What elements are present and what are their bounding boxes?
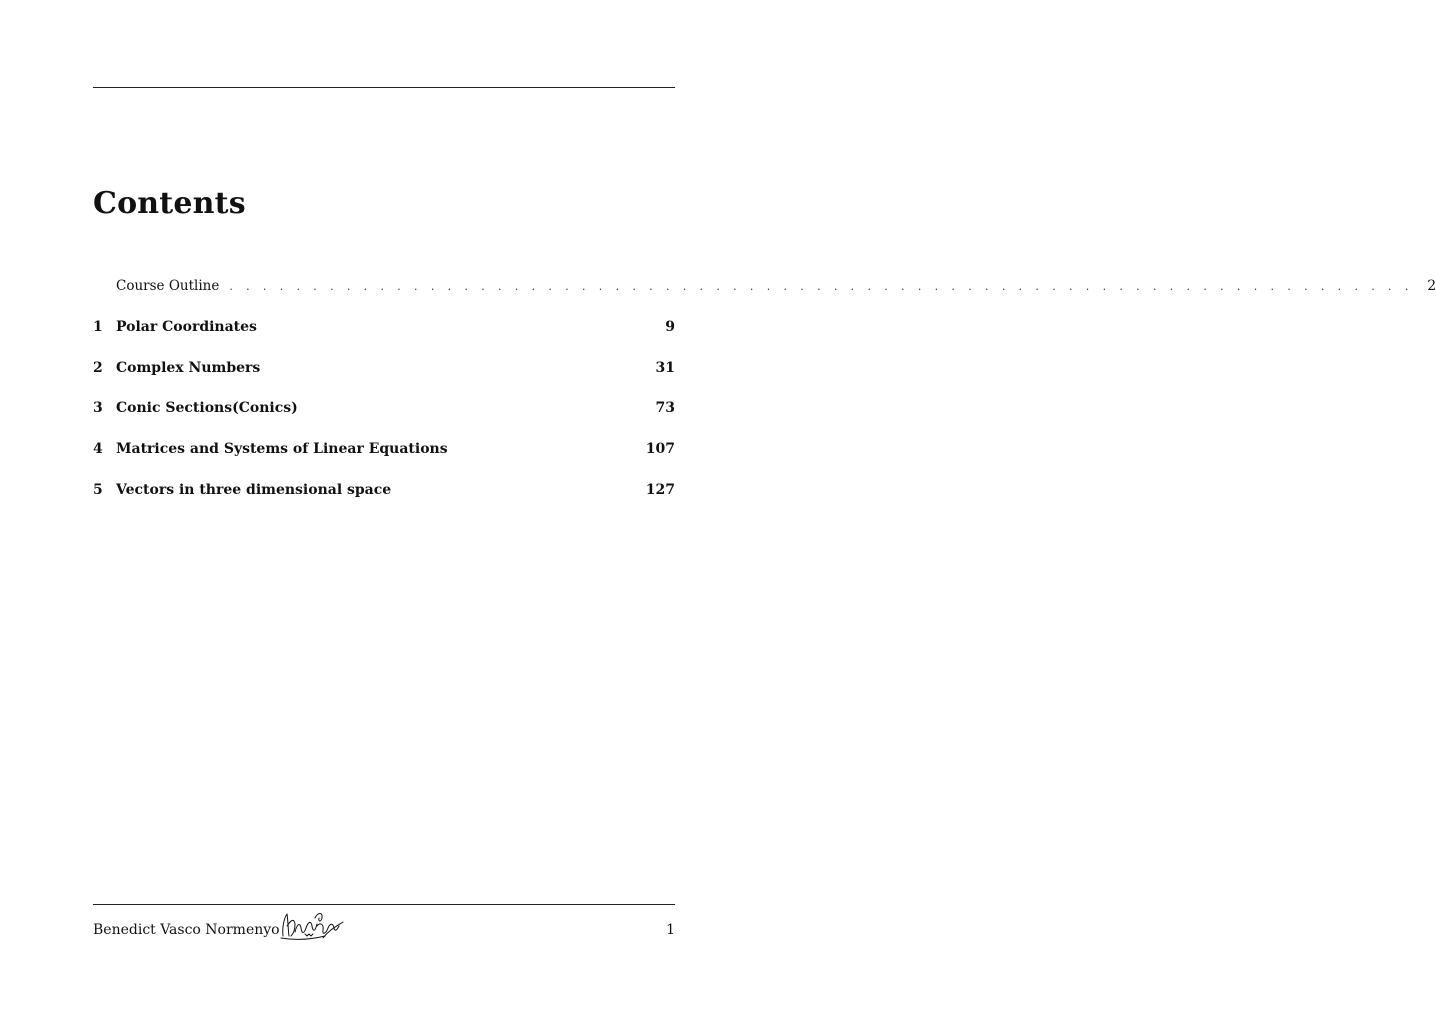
toc-entry-title: Complex Numbers <box>116 360 261 376</box>
toc-entry-complex-numbers[interactable] <box>93 358 675 378</box>
header-rule <box>93 87 675 88</box>
toc-entry-page: 2 <box>1427 278 1436 294</box>
toc-entry-title: Polar Coordinates <box>116 319 257 335</box>
toc-entry-title: Matrices and Systems of Linear Equations <box>116 441 448 457</box>
toc-entry-number: 2 <box>93 360 103 376</box>
toc-entry-number: 3 <box>93 400 103 416</box>
toc-entry-title: Conic Sections(Conics) <box>116 400 298 416</box>
toc-entry-number: 4 <box>93 441 103 457</box>
footer-rule <box>93 904 675 905</box>
toc-entry-title: Course Outline <box>116 278 220 294</box>
toc-entry-page: 107 <box>645 441 675 457</box>
toc-entry-page: 9 <box>665 319 675 335</box>
toc-entry-polar-coordinates[interactable] <box>93 317 675 337</box>
toc-entry-page: 73 <box>655 400 675 416</box>
toc-entry-title: Vectors in three dimensional space <box>116 482 392 498</box>
toc-entry-page: 127 <box>645 482 675 498</box>
toc-leader-dots: . . . . . . . . . . . . . . . . . . . . . . . . . . . . . . . . . . . . . . . . . . . . . . . . . . . . . . . . . . . . . . . . . . . . . . . <box>229 280 1414 293</box>
toc-entry-course-outline[interactable] <box>93 276 1436 296</box>
page-number: 1 <box>666 922 675 938</box>
toc-entry-number: 5 <box>93 482 103 498</box>
toc-entry-conic-sections[interactable] <box>93 398 675 418</box>
toc-entry-vectors[interactable] <box>93 480 675 500</box>
page-footer <box>93 910 675 950</box>
toc-entry-matrices[interactable] <box>93 439 675 459</box>
handwritten-signature-icon <box>279 910 345 942</box>
author-name: Benedict Vasco Normenyo <box>93 922 280 938</box>
toc-entry-page: 31 <box>655 360 675 376</box>
page-title: Contents <box>93 186 246 221</box>
toc-entry-number: 1 <box>93 319 103 335</box>
